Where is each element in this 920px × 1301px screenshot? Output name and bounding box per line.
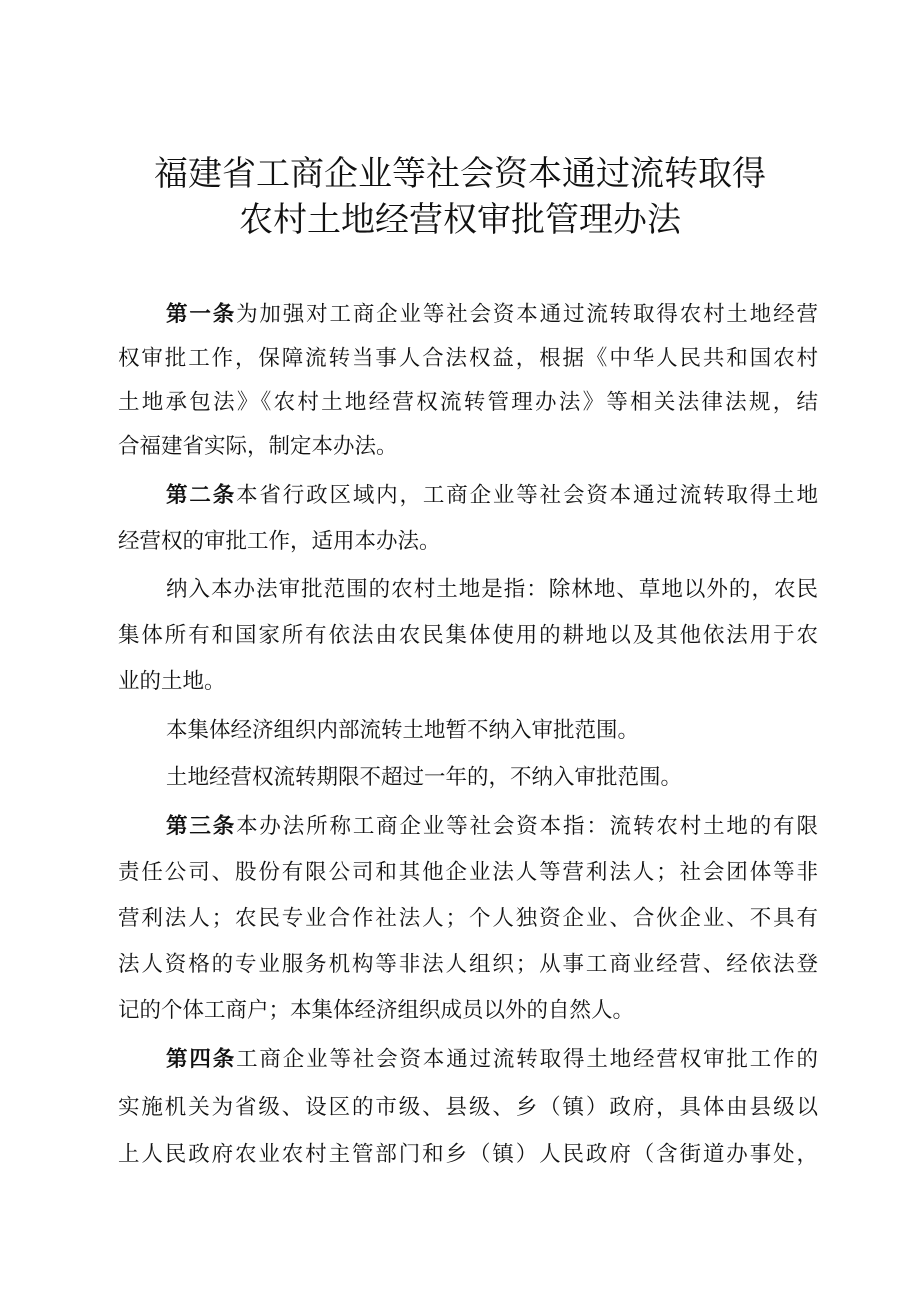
article-3-line-5: 记的个体工商户；本集体经济组织成员以外的自然人。 xyxy=(118,998,635,1023)
article-4-line-3: 上人民政府农业农村主管部门和乡（镇）人民政府（含街道办事处， xyxy=(118,1142,818,1167)
article-2-line-1 xyxy=(118,481,818,511)
article-3-line-2: 责任公司、股份有限公司和其他企业法人等营利法人；社会团体等非 xyxy=(118,860,818,885)
article-1-label: 第一条 xyxy=(166,302,237,327)
article-4-line-1 xyxy=(118,1045,818,1075)
article-1-line-1 xyxy=(118,300,818,330)
paragraph-term-limit: 土地经营权流转期限不超过一年的，不纳入审批范围。 xyxy=(166,765,683,790)
article-3-line-3: 营利法人；农民专业合作社法人；个人独资企业、合伙企业、不具有 xyxy=(118,906,818,931)
article-1-line-3: 土地承包法》《农村土地经营权流转管理办法》等相关法律法规，结 xyxy=(118,390,818,415)
paragraph-land-scope-line-2: 集体所有和国家所有依法由农民集体使用的耕地以及其他依法用于农 xyxy=(118,623,818,648)
article-3-line-1 xyxy=(118,812,818,842)
document-title-line-2: 农村土地经营权审批管理办法 xyxy=(239,200,681,240)
paragraph-land-scope-line-1: 纳入本办法审批范围的农村土地是指：除林地、草地以外的，农民 xyxy=(166,577,818,602)
article-2-text: 本省行政区域内，工商企业等社会资本通过流转取得土地 xyxy=(236,483,818,508)
article-4-line-2: 实施机关为省级、设区的市级、县级、乡（镇）政府，具体由县级以 xyxy=(118,1095,818,1120)
article-1-line-4: 合福建省实际，制定本办法。 xyxy=(118,434,398,459)
article-2-line-2: 经营权的审批工作，适用本办法。 xyxy=(118,529,441,554)
article-1-line-2: 权审批工作，保障流转当事人合法权益，根据《中华人民共和国农村 xyxy=(118,346,818,371)
article-1-text: 为加强对工商企业等社会资本通过流转取得农村土地经营 xyxy=(236,302,818,327)
article-3-label: 第三条 xyxy=(166,814,237,839)
article-2-label: 第二条 xyxy=(166,483,237,508)
article-4-text: 工商企业等社会资本通过流转取得土地经营权审批工作的 xyxy=(236,1047,818,1072)
paragraph-land-scope-line-3: 业的土地。 xyxy=(118,669,226,694)
document-title-line-1: 福建省工商企业等社会资本通过流转取得 xyxy=(154,154,766,194)
article-3-text: 本办法所称工商企业等社会资本指：流转农村土地的有限 xyxy=(236,814,818,839)
paragraph-internal-transfer: 本集体经济组织内部流转土地暂不纳入审批范围。 xyxy=(166,718,640,743)
article-4-label: 第四条 xyxy=(166,1047,237,1072)
article-3-line-4: 法人资格的专业服务机构等非法人组织；从事工商业经营、经依法登 xyxy=(118,952,818,977)
